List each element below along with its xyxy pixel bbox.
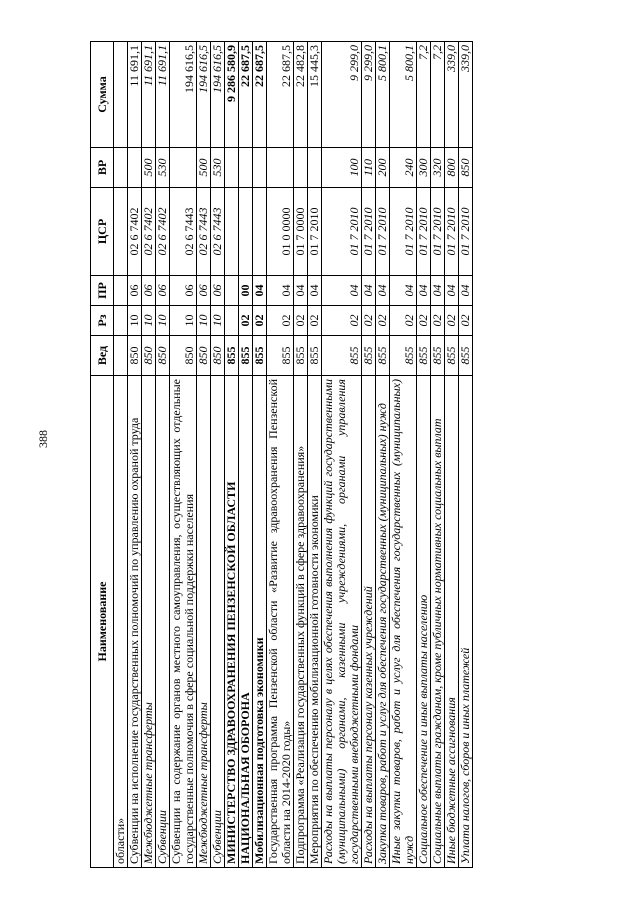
- cell-name: Социальное обеспечение и иные выплаты населению: [417, 376, 431, 868]
- cell-vr: 800: [445, 148, 459, 188]
- cell-vr: 300: [417, 148, 431, 188]
- cell-csr: 01 7 2010: [362, 188, 376, 276]
- cell-vr: 320: [431, 148, 445, 188]
- cell-name: Субвенции на содержание органов местного самоуправления, осуществляющих отдельные государственные полномочия в сфере социальной поддержки населения: [170, 376, 197, 868]
- cell-csr: [253, 188, 267, 276]
- cell-csr: 01 7 2010: [390, 188, 417, 276]
- cell-pr: 06: [156, 276, 170, 306]
- cell-rz: 02: [308, 306, 322, 336]
- cell-pr: 04: [459, 276, 473, 306]
- cell-pr: 04: [417, 276, 431, 306]
- cell-sum: 9 299,0: [322, 42, 362, 148]
- cell-ved: 855: [322, 336, 362, 376]
- cell-name: Иные закупки товаров, работ и услуг для обеспечения государственных (муниципальных) нужд: [390, 376, 417, 868]
- cell-csr: 02 6 7402: [128, 188, 142, 276]
- cell-name: Межбюджетные трансферты: [197, 376, 211, 868]
- cell-rz: 10: [170, 306, 197, 336]
- cell-pr: 06: [211, 276, 225, 306]
- header-name: Наименование: [91, 376, 114, 868]
- table-row: [253, 42, 267, 868]
- cell-ved: 850: [170, 336, 197, 376]
- cell-vr: 240: [390, 148, 417, 188]
- cell-csr: [114, 188, 128, 276]
- cell-rz: 02: [253, 306, 267, 336]
- cell-sum: 22 687,5: [253, 42, 267, 148]
- cell-rz: 02: [445, 306, 459, 336]
- cell-name: Расходы на выплаты персоналу казенных учреждений: [362, 376, 376, 868]
- cell-csr: 02 6 7402: [156, 188, 170, 276]
- header-rz: Рз: [91, 306, 114, 336]
- table-row: [376, 42, 390, 868]
- cell-pr: 06: [197, 276, 211, 306]
- cell-rz: 02: [294, 306, 308, 336]
- cell-pr: [114, 276, 128, 306]
- cell-name: Иные бюджетные ассигнования: [445, 376, 459, 868]
- cell-rz: 10: [197, 306, 211, 336]
- cell-vr: 850: [459, 148, 473, 188]
- cell-pr: 04: [445, 276, 459, 306]
- cell-vr: 500: [142, 148, 156, 188]
- cell-name: области»: [114, 376, 128, 868]
- header-vr: ВР: [91, 148, 114, 188]
- cell-sum: 194 616,5: [170, 42, 197, 148]
- cell-sum: 339,0: [445, 42, 459, 148]
- rotated-table-container: [90, 42, 568, 868]
- cell-ved: 850: [197, 336, 211, 376]
- cell-vr: [294, 148, 308, 188]
- cell-rz: 02: [459, 306, 473, 336]
- cell-name: Субвенции: [211, 376, 225, 868]
- cell-rz: 02: [390, 306, 417, 336]
- cell-csr: 01 7 2010: [459, 188, 473, 276]
- cell-name: Мобилизационная подготовка экономики: [253, 376, 267, 868]
- cell-sum: 11 691,1: [142, 42, 156, 148]
- cell-sum: 7,2: [417, 42, 431, 148]
- cell-pr: 00: [239, 276, 253, 306]
- cell-name: Государственная программа Пензенской области «Развитие здравоохранения Пензенской области на 2014-2020 годы»: [267, 376, 294, 868]
- cell-ved: 850: [128, 336, 142, 376]
- cell-ved: 855: [362, 336, 376, 376]
- cell-ved: 855: [417, 336, 431, 376]
- cell-name: Уплата налогов, сборов и иных платежей: [459, 376, 473, 868]
- table-row: [459, 42, 473, 868]
- cell-sum: 9 286 580,9: [225, 42, 239, 148]
- cell-sum: 5 800,1: [376, 42, 390, 148]
- cell-ved: [114, 336, 128, 376]
- cell-ved: 855: [294, 336, 308, 376]
- cell-name: Социальные выплаты гражданам, кроме публичных нормативных социальных выплат: [431, 376, 445, 868]
- cell-ved: 855: [376, 336, 390, 376]
- cell-pr: 04: [376, 276, 390, 306]
- cell-rz: [114, 306, 128, 336]
- cell-pr: 04: [390, 276, 417, 306]
- cell-vr: [128, 148, 142, 188]
- cell-rz: 02: [322, 306, 362, 336]
- table-row: [308, 42, 322, 868]
- cell-csr: 02 6 7443: [197, 188, 211, 276]
- cell-sum: 11 691,1: [128, 42, 142, 148]
- cell-ved: 850: [211, 336, 225, 376]
- table-row: [445, 42, 459, 868]
- cell-csr: 01 7 0000: [294, 188, 308, 276]
- cell-sum: 339,0: [459, 42, 473, 148]
- cell-csr: [239, 188, 253, 276]
- cell-sum: 194 616,5: [211, 42, 225, 148]
- table-row: [417, 42, 431, 868]
- cell-csr: 02 6 7443: [170, 188, 197, 276]
- cell-rz: 02: [267, 306, 294, 336]
- cell-pr: 04: [294, 276, 308, 306]
- cell-sum: [114, 42, 128, 148]
- table-row: [156, 42, 170, 868]
- cell-sum: 9 299,0: [362, 42, 376, 148]
- cell-ved: 850: [142, 336, 156, 376]
- cell-name: Подпрограмма «Реализация государственных функций в сфере здравоохранения»: [294, 376, 308, 868]
- cell-ved: 855: [239, 336, 253, 376]
- cell-rz: 02: [239, 306, 253, 336]
- cell-vr: [225, 148, 239, 188]
- cell-pr: 06: [170, 276, 197, 306]
- cell-rz: 02: [431, 306, 445, 336]
- cell-vr: [114, 148, 128, 188]
- cell-vr: 500: [197, 148, 211, 188]
- cell-ved: 855: [431, 336, 445, 376]
- budget-table: [90, 41, 473, 868]
- cell-vr: [267, 148, 294, 188]
- cell-rz: 02: [376, 306, 390, 336]
- header-sum: Сумма: [91, 42, 114, 148]
- cell-sum: 22 687,5: [267, 42, 294, 148]
- table-row: [142, 42, 156, 868]
- table-row: [390, 42, 417, 868]
- cell-ved: 855: [267, 336, 294, 376]
- cell-rz: 10: [142, 306, 156, 336]
- table-row: [197, 42, 211, 868]
- cell-pr: 04: [253, 276, 267, 306]
- table-row: [114, 42, 128, 868]
- table-row: [431, 42, 445, 868]
- cell-csr: 01 7 2010: [431, 188, 445, 276]
- cell-rz: 10: [128, 306, 142, 336]
- cell-csr: [225, 188, 239, 276]
- cell-csr: 01 7 2010: [445, 188, 459, 276]
- cell-rz: 02: [417, 306, 431, 336]
- cell-rz: 10: [156, 306, 170, 336]
- cell-vr: 100: [322, 148, 362, 188]
- table-row: [294, 42, 308, 868]
- table-row: [362, 42, 376, 868]
- cell-pr: 04: [267, 276, 294, 306]
- cell-ved: 855: [390, 336, 417, 376]
- cell-csr: 01 0 0000: [267, 188, 294, 276]
- cell-vr: 530: [156, 148, 170, 188]
- table-row: [322, 42, 362, 868]
- cell-ved: 855: [308, 336, 322, 376]
- header-ved: Вед: [91, 336, 114, 376]
- cell-sum: 11 691,1: [156, 42, 170, 148]
- cell-vr: [253, 148, 267, 188]
- cell-name: МИНИСТЕРСТВО ЗДРАВООХРАНЕНИЯ ПЕНЗЕНСКОЙ ОБЛАСТИ: [225, 376, 239, 868]
- table-body: [114, 42, 473, 868]
- cell-name: Межбюджетные трансферты: [142, 376, 156, 868]
- page-number: 388: [36, 430, 50, 448]
- cell-vr: [239, 148, 253, 188]
- cell-name: Закупка товаров, работ и услуг для обеспечения государственных (муниципальных) нужд: [376, 376, 390, 868]
- cell-csr: 01 7 2010: [322, 188, 362, 276]
- cell-sum: 22 687,5: [239, 42, 253, 148]
- cell-csr: 01 7 2010: [376, 188, 390, 276]
- cell-csr: 01 7 2010: [308, 188, 322, 276]
- cell-pr: 06: [142, 276, 156, 306]
- cell-vr: 530: [211, 148, 225, 188]
- table-row: [225, 42, 239, 868]
- cell-vr: [308, 148, 322, 188]
- cell-vr: 200: [376, 148, 390, 188]
- table-header-row: [91, 42, 114, 868]
- table-row: [239, 42, 253, 868]
- cell-pr: 04: [362, 276, 376, 306]
- cell-rz: 10: [211, 306, 225, 336]
- cell-sum: 5 800,1: [390, 42, 417, 148]
- cell-sum: 15 445,3: [308, 42, 322, 148]
- header-csr: ЦСР: [91, 188, 114, 276]
- table-row: [211, 42, 225, 868]
- cell-pr: 06: [128, 276, 142, 306]
- cell-sum: 194 616,5: [197, 42, 211, 148]
- cell-ved: 855: [445, 336, 459, 376]
- cell-sum: 22 482,8: [294, 42, 308, 148]
- cell-ved: 850: [156, 336, 170, 376]
- cell-vr: 110: [362, 148, 376, 188]
- cell-name: Субвенции на исполнение государственных полномочий по управлению охраной труда: [128, 376, 142, 868]
- table-row: [128, 42, 142, 868]
- cell-rz: [225, 306, 239, 336]
- cell-sum: 7,2: [431, 42, 445, 148]
- table-row: [170, 42, 197, 868]
- cell-ved: 855: [459, 336, 473, 376]
- cell-vr: [170, 148, 197, 188]
- cell-pr: 04: [431, 276, 445, 306]
- cell-name: НАЦИОНАЛЬНАЯ ОБОРОНА: [239, 376, 253, 868]
- cell-csr: 01 7 2010: [417, 188, 431, 276]
- header-pr: ПР: [91, 276, 114, 306]
- table-row: [267, 42, 294, 868]
- cell-rz: 02: [362, 306, 376, 336]
- cell-name: Мероприятия по обеспечению мобилизационной готовности экономики: [308, 376, 322, 868]
- cell-pr: 04: [308, 276, 322, 306]
- cell-name: Субвенции: [156, 376, 170, 868]
- cell-ved: 855: [253, 336, 267, 376]
- cell-csr: 02 6 7443: [211, 188, 225, 276]
- cell-name: Расходы на выплаты персоналу в целях обеспечения выполнения функций государственными (муниципальными) органами, казенными учреждениями, органами управления государственными внебюджетными фондами: [322, 376, 362, 868]
- cell-pr: 04: [322, 276, 362, 306]
- cell-ved: 855: [225, 336, 239, 376]
- cell-pr: [225, 276, 239, 306]
- cell-csr: 02 6 7402: [142, 188, 156, 276]
